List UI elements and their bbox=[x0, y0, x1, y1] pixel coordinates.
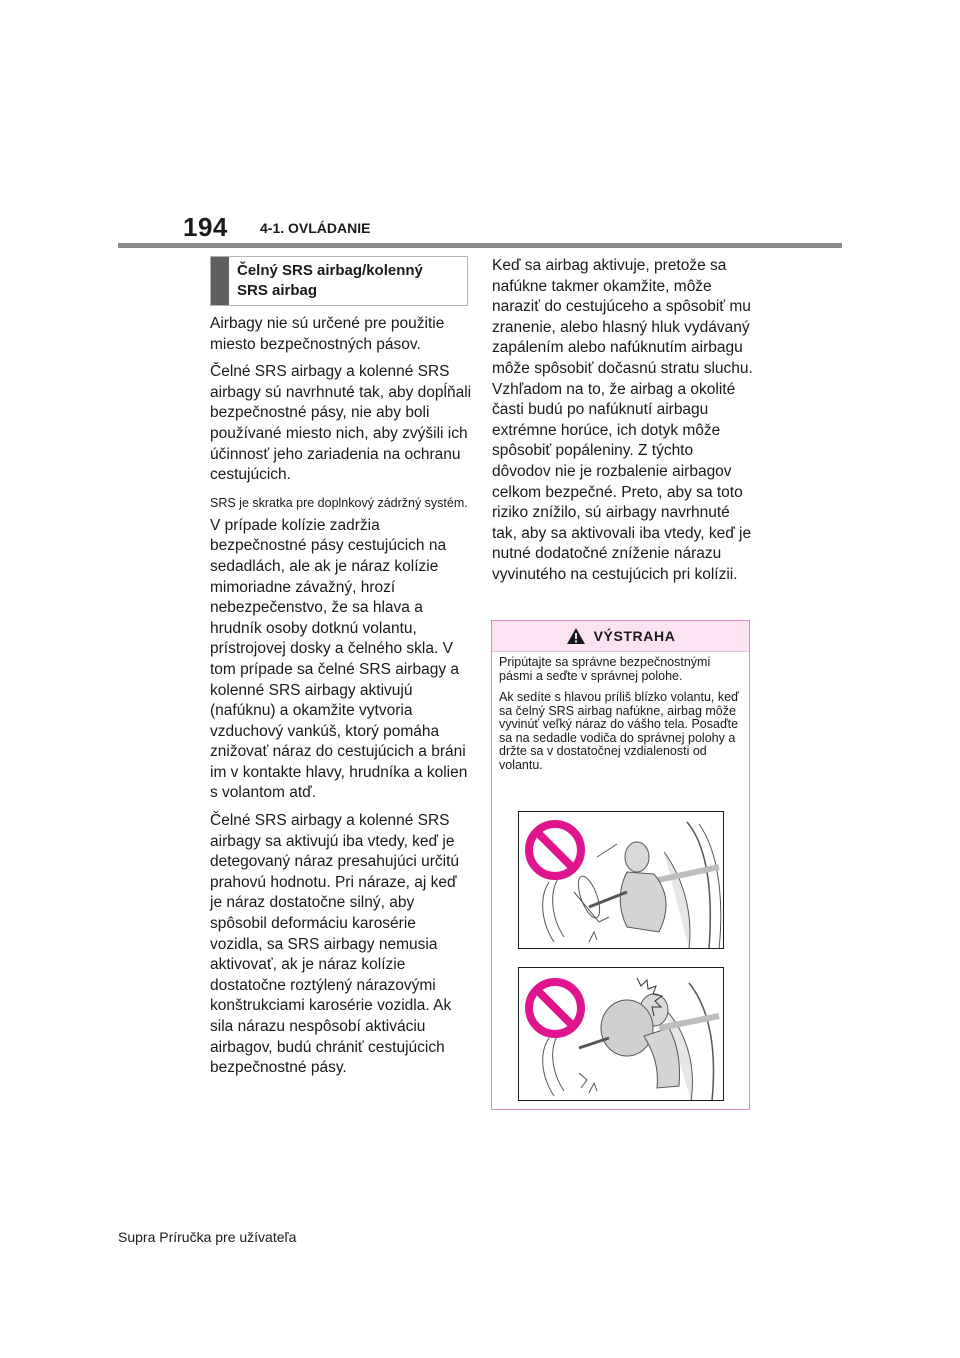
warning-paragraph: Ak sedíte s hlavou príliš blízko volantu, keď sa čelný SRS airbag nafúkne, airbag môže vyvinúť veľký náraz do vášho tela. Posaďte sa na sedadle vodiča do správnej polohy a držte sa v dostatočnej vzdialenosti od volantu. bbox=[499, 690, 739, 772]
subsection-heading bbox=[210, 256, 468, 306]
paragraph: Airbagy nie sú určené pre použitie miesto bezpečnostných pásov. bbox=[210, 315, 445, 353]
heading-line-2: SRS airbag bbox=[237, 282, 318, 299]
left-column bbox=[210, 314, 472, 1086]
warning-triangle-icon bbox=[566, 627, 586, 645]
paragraph: V prípade kolízie zadržia bezpečnostné pásy cestujúcich na sedadlách, ale ak je náraz kolízie mimoriadne závažný, hrozí nebezpečenstvo, že sa hlava a hrudník osoby dotknú volantu, prístrojovej dosky a čelného skla. V tom prípade sa čelné SRS airbagy a kolenné SRS airbagy aktivujú (nafúknu) a okamžite vytvoria vzduchový vankúš, ktorý pomáha znižovať náraz do cestujúcich a bráni im v kontakte hlavy, hrudníka a kolien s volantom atď. bbox=[210, 516, 468, 802]
paragraph: Keď sa airbag aktivuje, pretože sa nafúkne takmer okamžite, môže naraziť do cestujúceho a spôsobiť mu zranenie, alebo hlasný hluk vydávaný zapálením alebo nafúknutím airbagu môže spôsobiť dočasnú stratu sluchu. Vzhľadom na to, že airbag a okolité časti budú po nafúknutí airbagu extrémne horúce, ich dotyk môže spôsobiť popáleniny. Z týchto dôvodov nie je rozbalenie airbagov celkom bezpečné. Preto, aby sa toto riziko znížilo, sú airbagy navrhnuté tak, aby sa aktivovali iba vtedy, keď je nutné dodatočné zníženie nárazu vyvinutého na cestujúcich pri kolízii. bbox=[492, 257, 753, 583]
header-divider bbox=[118, 243, 842, 248]
paragraph: Čelné SRS airbagy a kolenné SRS airbagy sú navrhnuté tak, aby dopĺňali bezpečnostné pásy, nie aby boli používané miesto nich, aby zvýšili ich účinnosť jeho zariadenia na ochranu cestujúcich. bbox=[210, 363, 472, 484]
illustration-driver-too-close bbox=[518, 811, 724, 949]
warning-title: VÝSTRAHA bbox=[593, 628, 676, 644]
page-number: 194 bbox=[183, 212, 228, 242]
footer-text: Supra Príručka pre užívateľa bbox=[118, 1229, 297, 1245]
illustration-airbag-impact bbox=[518, 967, 724, 1101]
prohibition-icon bbox=[529, 824, 581, 876]
heading-accent-bar bbox=[211, 257, 229, 305]
warning-box bbox=[491, 620, 750, 1110]
warning-body bbox=[492, 652, 749, 772]
heading-title bbox=[229, 257, 431, 305]
paragraph: Čelné SRS airbagy a kolenné SRS airbagy sa aktivujú iba vtedy, keď je detegovaný náraz presahujúci určitú prahovú hodnotu. Pri náraze, aj keď je náraz dostatočne silný, aby spôsobil deformáciu karosérie vozidla, sa SRS airbagy nemusia aktivovať, ak je náraz kolízie dostatočne roztýlený nárazovými konštrukciami karosérie vozidla. Ak sila nárazu nespôsobí aktiváciu airbagov, budú chrániť cestujúcich bezpečnostné pásy. bbox=[210, 812, 460, 1077]
section-title: 4-1. OVLÁDANIE bbox=[260, 220, 371, 236]
right-column bbox=[492, 256, 754, 593]
prohibition-icon bbox=[529, 982, 581, 1034]
footnote: SRS je skratka pre doplnkový zádržný systém. bbox=[210, 495, 468, 510]
heading-line-1: Čelný SRS airbag/kolenný bbox=[237, 262, 423, 279]
warning-header bbox=[492, 621, 749, 652]
warning-paragraph: Pripútajte sa správne bezpečnostnými pásmi a seďte v správnej polohe. bbox=[499, 655, 711, 683]
